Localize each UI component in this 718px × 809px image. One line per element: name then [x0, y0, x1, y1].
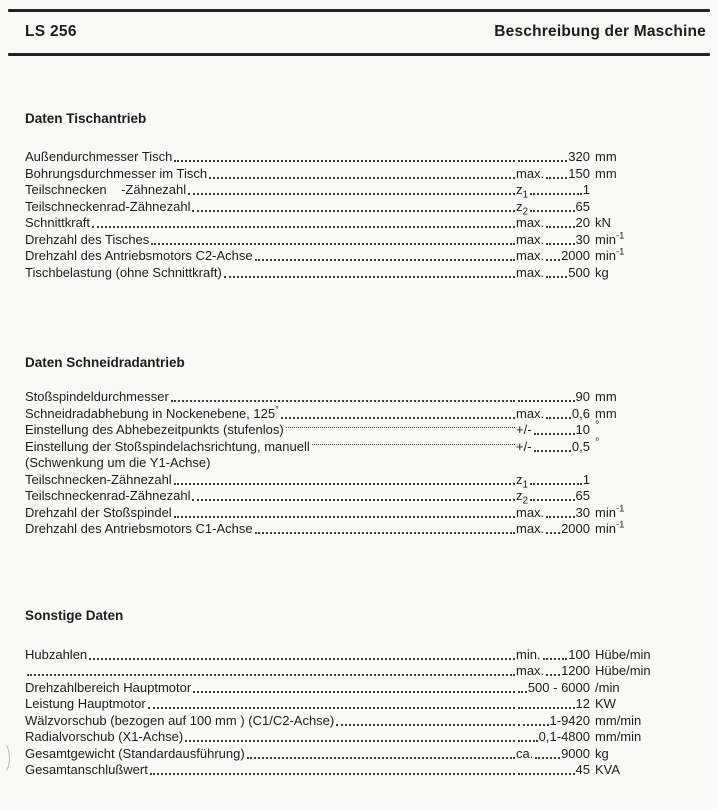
unit-degree: ° — [595, 436, 600, 449]
spec-row — [25, 646, 658, 663]
value-zone — [516, 182, 590, 201]
value: 1 — [582, 471, 590, 487]
dotted-leader — [546, 177, 567, 179]
value: 0,5 — [571, 438, 590, 454]
dotted-leader — [312, 444, 515, 445]
dotted-leader — [92, 226, 515, 228]
value: 2000 — [561, 521, 590, 536]
spec-row — [25, 231, 658, 248]
unit: mm — [595, 405, 617, 421]
value-zone — [516, 248, 590, 264]
unit: $\min^{-1}$ — [595, 503, 625, 520]
row-label: Stoßspindeldurchmesser — [25, 389, 169, 404]
row-label: Drehzahl der Stoßspindel — [25, 504, 172, 520]
unit — [590, 436, 658, 455]
value-zone — [516, 762, 590, 778]
row-label: Schnittkraft — [25, 215, 91, 230]
row-label: Drehzahlbereich Hauptmotor — [25, 679, 192, 695]
unit-exponent: -1 — [615, 503, 625, 515]
unit: kg — [595, 264, 609, 280]
value: 65 — [575, 488, 590, 503]
unit: kN — [595, 215, 611, 230]
spec-row — [25, 762, 658, 779]
unit: mm — [595, 389, 617, 404]
dotted-leader — [336, 724, 515, 726]
dotted-leader — [546, 226, 574, 228]
dotted-leader — [530, 499, 574, 501]
unit: $\min^{-1}$ — [595, 230, 625, 247]
dotted-leader — [185, 740, 515, 742]
value: 65 — [575, 198, 590, 214]
value: 0,1-4800 — [538, 729, 590, 744]
qualifier: max. — [516, 231, 545, 247]
unit-degree: ° — [595, 419, 600, 432]
dotted-leader — [546, 417, 571, 419]
spec-row — [25, 438, 658, 455]
value-zone — [516, 505, 590, 521]
qualifier: $z_2$ — [516, 488, 529, 507]
qualifier: max. — [516, 663, 545, 678]
value: 30 — [575, 231, 590, 247]
value: 30 — [575, 504, 590, 520]
value: 1-9420 — [549, 712, 590, 728]
dotted-leader — [518, 740, 538, 742]
qualifier: min. — [516, 646, 541, 662]
value-zone — [516, 729, 590, 745]
spec-row — [25, 405, 658, 422]
value: 9000 — [561, 745, 590, 761]
qualifier: ca. — [516, 745, 534, 761]
section — [0, 111, 718, 281]
qualifier-sub: 2 — [522, 495, 529, 507]
unit: KW — [595, 696, 616, 711]
dotted-leader — [150, 773, 515, 775]
section — [0, 608, 718, 778]
dotted-leader — [535, 757, 560, 759]
value: 320 — [568, 149, 590, 164]
dotted-leader — [518, 160, 567, 162]
value-zone — [516, 389, 590, 405]
row-label: (Schwenkung um die Y1-Achse) — [25, 455, 211, 470]
qualifier: max. — [516, 248, 545, 263]
qualifier: $z_1$ — [516, 471, 529, 491]
dotted-leader — [518, 400, 575, 402]
dotted-leader — [148, 707, 515, 709]
value-zone — [516, 663, 590, 679]
dotted-leader — [534, 450, 571, 452]
dotted-leader — [530, 210, 574, 212]
value-zone — [516, 166, 590, 182]
unit-exponent: -1 — [615, 246, 625, 258]
row-label: Teilschneckenrad-Zähnezahl — [25, 198, 191, 214]
row-label: Radialvorschub (X1-Achse) — [25, 729, 184, 744]
value-zone — [516, 647, 590, 663]
dotted-leader — [281, 417, 515, 419]
document-page — [0, 9, 718, 809]
row-label: Gesamtgewicht (Standardausführung) — [25, 745, 245, 761]
qualifier-sub: 2 — [522, 206, 529, 218]
dotted-leader — [151, 243, 515, 245]
spec-row — [25, 471, 658, 491]
dotted-leader — [546, 516, 574, 518]
section — [0, 355, 718, 538]
spec-row — [25, 712, 658, 729]
unit — [590, 419, 658, 438]
qualifier: max. — [516, 215, 545, 230]
section-heading: Sonstige Daten — [25, 608, 124, 623]
qualifier: $z_2$ — [516, 198, 529, 218]
dotted-leader — [192, 210, 515, 212]
value-zone — [516, 713, 590, 729]
value-zone — [516, 149, 590, 165]
dotted-leader — [174, 160, 515, 162]
spec-row — [25, 679, 658, 696]
spec-row — [25, 248, 658, 265]
value-zone — [516, 215, 590, 231]
dotted-leader — [546, 259, 560, 261]
row-label: Einstellung des Abhebezeitpunkts (stufenlos) — [25, 422, 284, 437]
unit-exponent: -1 — [615, 230, 625, 242]
spec-row — [25, 488, 658, 505]
dotted-leader — [518, 707, 575, 709]
value-zone — [516, 439, 590, 455]
dotted-leader — [546, 243, 574, 245]
value: 1 — [582, 182, 590, 197]
value-zone — [516, 680, 590, 696]
value-zone — [516, 521, 590, 537]
qualifier-sub: 1 — [522, 189, 529, 201]
spec-row — [25, 215, 658, 232]
unit: Hübe/min — [595, 646, 651, 662]
dotted-leader — [518, 691, 527, 693]
dotted-leader — [193, 691, 515, 693]
spec-row — [25, 198, 658, 218]
dotted-leader — [546, 276, 567, 278]
value-zone — [516, 471, 590, 491]
value-zone — [516, 422, 590, 438]
dotted-leader — [89, 658, 515, 660]
dotted-leader — [546, 674, 560, 676]
row-label: Einstellung der Stoßspindelachsrichtung, manuell — [25, 438, 310, 454]
value: 10 — [575, 422, 590, 437]
spec-table — [25, 389, 658, 538]
row-label: Bohrungsdurchmesser im Tisch — [25, 165, 208, 181]
qualifier: +/- — [516, 422, 532, 437]
unit: mm/min — [595, 729, 642, 744]
degree-sup: ° — [275, 404, 279, 416]
dotted-leader — [188, 193, 515, 195]
dotted-leader — [27, 674, 515, 676]
dotted-leader — [286, 427, 515, 428]
spec-row — [25, 455, 658, 472]
value-zone — [516, 265, 590, 281]
row-label: Außendurchmesser Tisch — [25, 149, 173, 164]
unit: $\min^{-1}$ — [595, 246, 625, 263]
spec-row — [25, 696, 658, 713]
spec-row — [25, 165, 658, 182]
value: 500 - 6000 — [527, 679, 590, 695]
row-label: Gesamtanschlußwert — [25, 762, 148, 777]
value-zone — [516, 232, 590, 248]
dotted-leader — [247, 757, 515, 759]
qualifier: max. — [516, 504, 545, 520]
dotted-leader — [192, 499, 515, 501]
spec-row — [25, 729, 658, 746]
qualifier-sub: 1 — [522, 479, 529, 491]
qualifier: max. — [516, 405, 545, 421]
row-label: Drehzahl des Antriebsmotors C1-Achse — [25, 521, 253, 536]
spec-row — [25, 419, 658, 439]
row-label: Teilschnecken -Zähnezahl — [25, 182, 187, 197]
dotted-leader — [543, 658, 568, 660]
dotted-leader — [224, 276, 515, 278]
dotted-leader — [518, 724, 549, 726]
value: 0,6 — [571, 405, 590, 421]
qualifier: max. — [516, 264, 545, 280]
spec-row — [25, 264, 658, 281]
spec-row — [25, 149, 658, 166]
dotted-leader — [174, 483, 515, 485]
row-label: Wälzvorschub (bezogen auf 100 mm ) (C1/C2-Achse) — [25, 712, 335, 728]
value-zone — [516, 488, 590, 507]
value-zone — [516, 406, 590, 422]
dotted-leader — [171, 400, 515, 402]
unit: kg — [595, 745, 609, 761]
row-label: Leistung Hauptmotor — [25, 696, 146, 711]
value: 1200 — [561, 663, 590, 678]
value: 500 — [568, 264, 590, 280]
value: 20 — [575, 215, 590, 230]
spec-row — [25, 182, 658, 199]
qualifier: max. — [516, 165, 545, 181]
dotted-leader — [174, 516, 515, 518]
section-heading: Daten Tischantrieb — [25, 110, 147, 126]
row-label: Drehzahl des Antriebsmotors C2-Achse — [25, 248, 253, 263]
value-zone — [516, 696, 590, 712]
spec-row — [25, 745, 658, 762]
row-label: Teilschneckenrad-Zähnezahl — [25, 488, 191, 503]
spec-table — [25, 149, 658, 281]
header-rule — [8, 53, 710, 56]
row-label: Hubzahlen — [25, 646, 88, 662]
value-zone — [516, 198, 590, 218]
dotted-leader — [518, 773, 575, 775]
value: 150 — [568, 165, 590, 181]
value: 90 — [575, 389, 590, 404]
spec-table — [25, 646, 658, 778]
dotted-leader — [530, 483, 582, 485]
unit-exponent: -1 — [615, 519, 625, 531]
model-number: LS 256 — [25, 23, 77, 40]
spec-row — [25, 663, 658, 680]
value: 12 — [575, 696, 590, 711]
dotted-leader — [255, 532, 515, 534]
unit: mm/min — [595, 712, 642, 728]
dotted-leader — [209, 177, 515, 179]
unit: KVA — [595, 762, 621, 777]
unit: Hübe/min — [595, 663, 651, 678]
page-title: Beschreibung der Maschine — [494, 23, 706, 40]
unit: /min — [595, 679, 620, 695]
page-header — [0, 12, 718, 53]
value: 100 — [568, 646, 590, 662]
dotted-leader — [255, 259, 515, 261]
unit: mm — [595, 149, 617, 164]
qualifier: max. — [516, 521, 545, 536]
unit: mm — [595, 165, 617, 181]
section-heading: Daten Schneidradantrieb — [25, 354, 185, 370]
value: 45 — [575, 762, 590, 777]
sections — [0, 111, 718, 779]
dotted-leader — [534, 433, 575, 435]
spec-row — [25, 521, 658, 538]
spec-row — [25, 389, 658, 406]
value: 2000 — [561, 248, 590, 263]
dotted-leader — [546, 532, 560, 534]
row-label: Tischbelastung (ohne Schnittkraft) — [25, 264, 222, 280]
qualifier: $z_1$ — [516, 182, 529, 201]
spec-row — [25, 504, 658, 521]
row-label: Drehzahl des Tisches — [25, 231, 150, 247]
qualifier: +/- — [516, 438, 532, 454]
row-label: Teilschnecken-Zähnezahl — [25, 471, 172, 487]
unit: $\min^{-1}$ — [595, 519, 625, 536]
dotted-leader — [530, 193, 582, 195]
row-label: Schneidradabhebung in Nockenebene, 125° — [25, 404, 279, 421]
value-zone — [516, 746, 590, 762]
